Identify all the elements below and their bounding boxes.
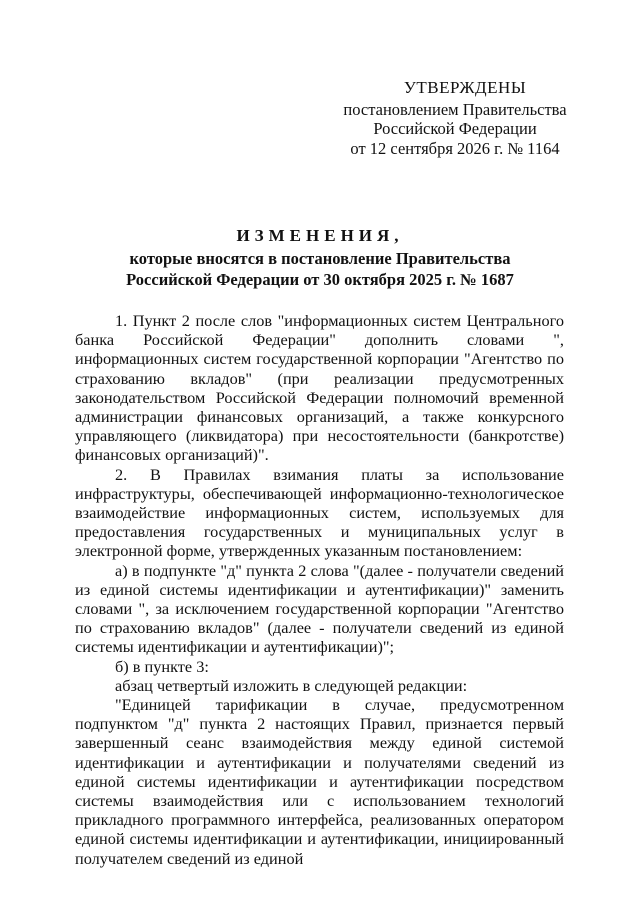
paragraph: а) в подпункте "д" пункта 2 слова "(далее - получатели сведений из единой системы идентификации и аутентификации)" заменить словами ", за исключением государственной корпорации "Агентство по страхованию вкладов" (далее - получатели сведений из единой системы идентификации и аутентификации)"; <box>75 560 564 657</box>
paragraph: б) в пункте 3: <box>115 656 209 676</box>
approval-title: УТВЕРЖДЕНЫ <box>403 78 527 97</box>
paragraph: абзац четвертый изложить в следующей редакции: <box>115 675 468 695</box>
approval-stamp <box>340 78 570 158</box>
approval-line: постановлением Правительства <box>343 99 567 119</box>
approval-line: от 12 сентября 2026 г. № 1164 <box>350 138 560 158</box>
approval-line: Российской Федерации <box>373 119 537 138</box>
document-subtitle <box>60 248 580 290</box>
paragraph: 2. В Правилах взимания платы за использование инфраструктуры, обеспечивающей информационно-технологическое взаимодействие информационных систем, используемых для предоставления государственных и муниципальных услуг в электронной форме, утвержденных указанным постановлением: <box>75 464 564 561</box>
document-body <box>75 311 564 868</box>
subtitle-line: Российской Федерации от 30 октября 2025 г. № 1687 <box>126 270 514 289</box>
paragraph: 1. Пункт 2 после слов "информационных систем Центрального банка Российской Федерации" дополнить словами ", информационных систем государственной корпорации "Агентство по страхованию вкладов" (при реализации предусмотренных законодательством Российской Федерации полномочий временной администрации финансовых организаций, а также конкурсного управляющего (ликвидатора) при несостоятельности (банкротстве) финансовых организаций)". <box>75 311 564 465</box>
document-title: ИЗМЕНЕНИЯ, <box>236 226 404 245</box>
subtitle-line: которые вносятся в постановление Правительства <box>129 249 511 268</box>
paragraph: "Единицей тарификации в случае, предусмотренном подпунктом "д" пункта 2 настоящих Правил, признается первый завершенный сеанс взаимодействия между единой системой идентификации и аутентификации и получателями сведений из единой системы идентификации и аутентификации посредством системы взаимодействия или с использованием технологий прикладного программного интерфейса, реализованных оператором единой системы идентификации и аутентификации, инициированный получателем сведений из единой <box>75 695 564 868</box>
